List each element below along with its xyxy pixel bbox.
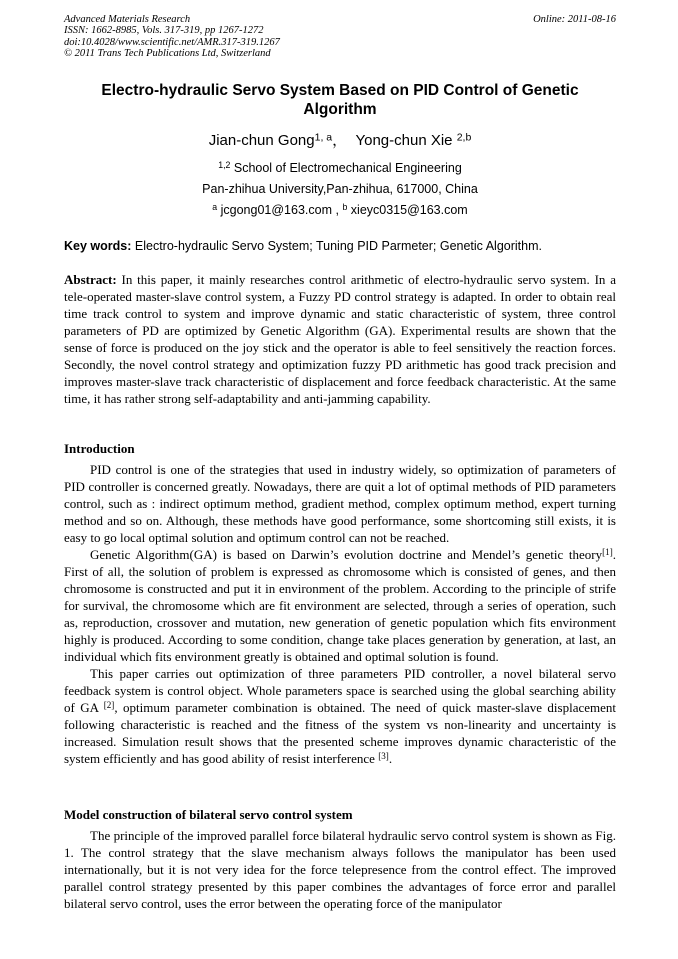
intro-paragraph-2 xyxy=(64,546,616,665)
citation-1: [1] xyxy=(602,546,613,557)
author-line xyxy=(64,131,616,151)
intro-p2-text-b: . First of all, the solution of problem is expressed as chromosome which is consisted of genes, and then chromosome is constructed and put it in environment of the problem. According to the principle of strife for survival, the chromosome which are fit environment are selected, through a series of operation, such as, reproduction, crossover and mutation, new generation of genetic population which fits environment highly is produced. According to some condition, change take places generation by generation, at last, an individual which fits environment greatly is obtained and optimal solution is found. xyxy=(64,547,616,664)
introduction-body xyxy=(64,461,616,767)
abstract-label: Abstract: xyxy=(64,272,117,287)
model-body xyxy=(64,827,616,912)
abstract-text: In this paper, it mainly researches control arithmetic of electro-hydraulic servo system. In a tele-operated master-slave control system, a Fuzzy PD control strategy is adapted. In order to obtain real time track control to system and improve dynamic and static characteristic of system, three control parameters of PD are optimized by Genetic Algorithm (GA). Experimental results are shown that the sense of force is produced on the joy stick and the operator is able to feel sensitively the reaction forces. Secondly, the novel control strategy and optimization fuzzy PD arithmetic has good track precision and improves master-slave track characteristic of displacement and force feedback characteristic. At the same time, it has rather strong self-adaptability and anti-jamming capability. xyxy=(64,272,616,406)
intro-p2-text-a: Genetic Algorithm(GA) is based on Darwin’s evolution doctrine and Mendel’s genetic theory xyxy=(90,547,603,562)
keywords-label: Key words: xyxy=(64,239,132,253)
affiliation-university: Pan-zhihua University,Pan-zhihua, 617000, China xyxy=(202,182,478,196)
author-2-name: Yong-chun Xie xyxy=(355,132,453,149)
keywords-text: Electro-hydraulic Servo System; Tuning PID Parmeter; Genetic Algorithm. xyxy=(134,239,542,253)
email-a[interactable]: jcgong01@163.com , xyxy=(220,203,339,217)
journal-name: Advanced Materials Research xyxy=(64,14,191,25)
author-1-sup: 1, a xyxy=(314,131,333,144)
author-separator: ， xyxy=(332,132,348,149)
journal-issn: ISSN: 1662-8985, Vols. 317-319, pp 1267-1272 xyxy=(64,25,264,37)
paper-title: Electro-hydraulic Servo System Based on PID Control of Genetic Algorithm xyxy=(101,82,579,118)
affiliation-school xyxy=(64,160,616,176)
model-paragraph-1: The principle of the improved parallel force bilateral hydraulic servo control system is shown as Fig. 1. The control strategy that the slave mechanism always follows the manipulator has been used internationally, but it is not very idea for the force telepresence from the control effect. The improved parallel control strategy presented by this paper combines the advantages of force error and parallel bilateral servo control, uses the error between the operating force of the manipulator xyxy=(64,828,616,911)
email-b[interactable]: xieyc0315@163.com xyxy=(350,203,468,217)
section-heading-model: Model construction of bilateral servo control system xyxy=(64,807,353,822)
journal-doi[interactable]: doi:10.4028/www.scientific.net/AMR.317-319.1267 xyxy=(64,36,280,48)
journal-header xyxy=(64,14,616,60)
keywords xyxy=(64,238,616,254)
email-b-sup: b xyxy=(342,202,348,213)
intro-p3-text-c: . xyxy=(388,751,393,766)
intro-p3-text-a: This paper carries out optimization of three parameters PID controller, a novel bilateral servo feedback system is control object. Whole parameters space is searched using the global searching ability of GA xyxy=(64,666,616,715)
affiliation-school-text: School of Electromechanical Engineering xyxy=(233,161,462,175)
citation-2: [2] xyxy=(103,699,115,710)
intro-paragraph-3 xyxy=(64,665,616,767)
author-1-name: Jian-chun Gong xyxy=(208,132,315,149)
journal-copyright: © 2011 Trans Tech Publications Ltd, Switzerland xyxy=(64,48,271,60)
intro-paragraph-1: PID control is one of the strategies that used in industry widely, so optimization of parameters of PID controller is concerned greatly. Nowadays, there are quit a lot of optimal methods of PID parameters control, such as : indirect optimum method, gradient method, complex optimum method, expert turning method and so on. Although, these methods have good performance, some shortcoming still exists, it is easy to go local optimal solution and optimum control can not be reached. xyxy=(64,462,616,545)
abstract xyxy=(64,271,616,407)
citation-3: [3] xyxy=(378,750,389,761)
author-2-sup: 2,b xyxy=(456,131,472,144)
intro-p3-text-b: , optimum parameter combination is obtained. The need of quick master-slave displacement following characteristic is reached and the fitness of the system vs non-linearity and uncertainty is increased. Simulation result shows that the presented scheme improves dynamic characteristic of the system efficiently and has good ability of resist interference xyxy=(64,700,617,766)
section-heading-introduction: Introduction xyxy=(64,441,135,456)
online-date: Online: 2011-08-16 xyxy=(533,14,616,25)
email-a-sup: a xyxy=(212,202,218,213)
affiliation-sup: 1,2 xyxy=(218,160,231,171)
affiliation-emails xyxy=(64,202,616,218)
